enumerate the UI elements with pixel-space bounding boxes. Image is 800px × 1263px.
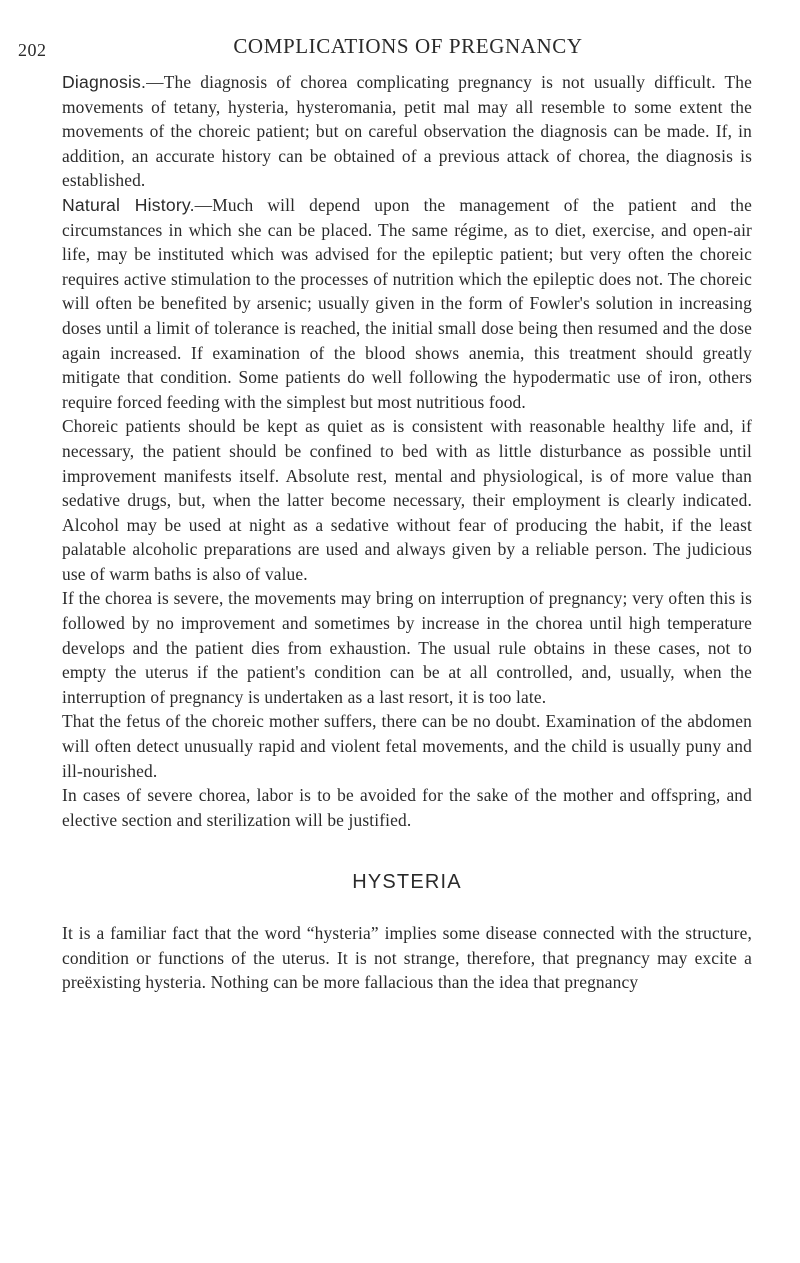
run-in-heading-diagnosis: Diagnosis. [62, 72, 147, 92]
section-heading: HYSTERIA [352, 871, 462, 894]
paragraph-text: —The diagnosis of chorea complicating pregnancy is not usually difficult. The movements of tetany, hysteria, hysteromania, petit mal may all resemble to some extent the movements of the choreic patient; but on careful observation the diagnosis can be made. If, in addition, an accurate history can be obtained of a previous attack of chorea, the diagnosis is established. [62, 72, 752, 191]
paragraph: Choreic patients should be kept as quiet as is consistent with reasonable healthy life and, if necessary, the patient should be confined to bed with as little disturbance as possible until improvement manifests itself. Absolute rest, mental and physiological, is of more value than sedative drugs, but, when the latter become necessary, their employment is clearly indicated. Alcohol may be used at night as a sedative without fear of producing the habit, if the least palatable alcoholic preparations are used and always given by a reliable person. The judicious use of warm baths is also of value. [62, 416, 752, 584]
paragraph: It is a familiar fact that the word “hysteria” implies some disease connected with the structure, condition or functions of the uterus. It is not strange, therefore, that pregnancy may excite a preëxisting hysteria. Nothing can be more fallacious than the idea that pregnancy [62, 923, 752, 993]
paragraph-text: —Much will depend upon the management of the patient and the circumstances in which she can be placed. The same régime, as to diet, exercise, and open-air life, may be instituted which was advised for the epileptic patient; but very often the choreic requires active stimulation to the processes of nutrition which the epileptic does not. The choreic will often be benefited by arsenic; usually given in the form of Fowler's solution in increasing doses until a limit of tolerance is reached, the initial small dose being then resumed and the dose again increased. If examination of the blood shows anemia, this treatment should greatly mitigate that condition. Some patients do well following the hypodermatic use of iron, others require forced feeding with the simplest but most nutritious food. [62, 194, 752, 412]
run-in-heading-natural-history: Natural History. [62, 194, 195, 215]
page-number: 202 [18, 40, 47, 60]
paragraph: In cases of severe chorea, labor is to be avoided for the sake of the mother and offspring, and elective section and sterilization will be justified. [62, 785, 752, 830]
paragraph-natural-history [62, 193, 752, 414]
paragraph: That the fetus of the choreic mother suffers, there can be no doubt. Examination of the abdomen will often detect unusually rapid and violent fetal movements, and the child is usually puny and ill-nourished. [62, 711, 752, 781]
running-head [18, 34, 758, 64]
paragraph-diagnosis [62, 70, 752, 193]
paragraph: If the chorea is severe, the movements may bring on interruption of pregnancy; very often this is followed by no improvement and sometimes by increase in the chorea until high temperature develops and the patient dies from exhaustion. The usual rule obtains in these cases, not to empty the uterus if the patient's condition can be at all controlled, and, usually, when the interruption of pregnancy is undertaken as a last resort, it is too late. [62, 588, 752, 707]
body-text [62, 70, 752, 995]
running-title: COMPLICATIONS OF PREGNANCY [233, 34, 583, 58]
